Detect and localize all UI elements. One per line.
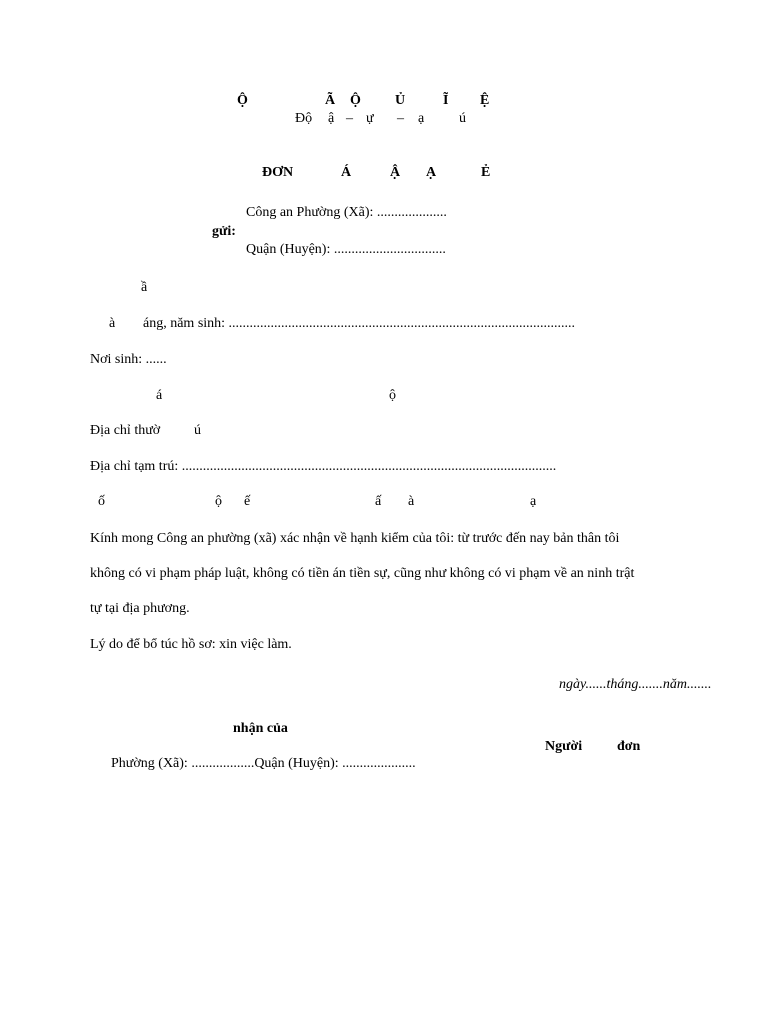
subheader-char: – bbox=[346, 111, 353, 126]
confirmation-title: nhận của bbox=[233, 721, 288, 736]
subheader-char: ạ bbox=[418, 111, 425, 126]
document-title-part: Á bbox=[341, 165, 352, 180]
field-fragment: á bbox=[156, 388, 163, 403]
id-field-fragment: ế bbox=[244, 494, 251, 509]
temp-address-field: Địa chỉ tạm trú: ........................................................................................................... bbox=[90, 459, 557, 474]
document-title-part: Ậ bbox=[390, 165, 401, 180]
signer-label: đơn bbox=[617, 739, 641, 754]
date-line: ngày......tháng.......năm....... bbox=[559, 677, 712, 692]
id-field-fragment: ộ bbox=[215, 494, 222, 509]
recipient-label: gửi: bbox=[212, 224, 236, 239]
subheader-char: Độ bbox=[295, 111, 313, 126]
document-title-part: Ẻ bbox=[481, 165, 491, 180]
birthplace-field: Nơi sinh: ...... bbox=[90, 352, 167, 367]
header-char: Ĩ bbox=[443, 93, 449, 108]
permanent-address-field: Địa chỉ thườ bbox=[90, 423, 161, 438]
subheader-char: ự bbox=[366, 111, 374, 126]
permanent-address-fragment: ú bbox=[194, 423, 201, 438]
subheader-char: ậ bbox=[328, 111, 335, 126]
header-char: Ủ bbox=[395, 93, 406, 108]
field-fragment: ộ bbox=[389, 388, 396, 403]
header-char: Ã bbox=[325, 93, 336, 108]
id-field-fragment: ố bbox=[98, 494, 105, 509]
id-field-fragment: à bbox=[408, 494, 415, 509]
recipient-line-2: Quận (Huyện): ................................ bbox=[246, 242, 446, 257]
confirmation-line: Phường (Xã): ..................Quận (Huyện): ..................... bbox=[111, 756, 416, 771]
signer-label: Người bbox=[545, 739, 583, 754]
document-title-part: Ạ bbox=[426, 165, 437, 180]
body-line: Kính mong Công an phường (xã) xác nhận về hạnh kiểm của tôi: từ trước đến nay bản thân tôi bbox=[90, 531, 620, 546]
header-char: Ệ bbox=[480, 93, 490, 108]
name-fragment: ầ bbox=[141, 280, 148, 295]
birth-fragment: à bbox=[109, 316, 116, 331]
document-title-part: ĐƠN bbox=[262, 165, 294, 180]
body-line: tự tại địa phương. bbox=[90, 601, 190, 616]
subheader-char: – bbox=[397, 111, 404, 126]
subheader-char: ú bbox=[459, 111, 466, 126]
body-line: không có vi phạm pháp luật, không có tiền án tiền sự, cũng như không có vi phạm về an ninh trật bbox=[90, 566, 635, 581]
id-field-fragment: ạ bbox=[530, 494, 537, 509]
reason-line: Lý do để bổ túc hồ sơ: xin việc làm. bbox=[90, 637, 292, 652]
birth-field: áng, năm sinh: ................................................................................................... bbox=[143, 316, 576, 331]
recipient-line-1: Công an Phường (Xã): .................... bbox=[246, 205, 447, 220]
header-char: Ộ bbox=[350, 93, 361, 108]
id-field-fragment: ấ bbox=[375, 494, 382, 509]
header-char: Ộ bbox=[237, 93, 248, 108]
